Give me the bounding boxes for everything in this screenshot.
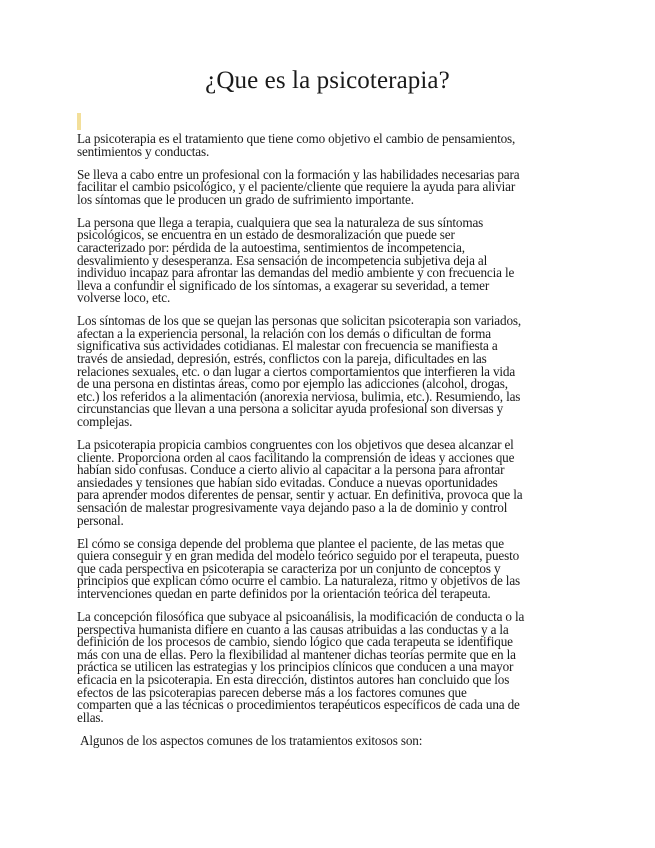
text-cursor-highlight bbox=[77, 113, 81, 130]
document-body bbox=[77, 133, 577, 758]
paragraph-7: La concepción filosófica que subyace al psicoanálisis, la modificación de conducta o la perspectiva humanista difiere en cuanto a las causas atribuidas a las conductas y a la definición de los procesos de cambio, siendo lógico que cada terapeuta se identifique más con una de ellas. Pero la flexibilidad al mantener dichas teorías permite que en la práctica se utilicen las estrategias y los principios clínicos que conducen a una mayor eficacia en la psicoterapia. En esta dirección, distintos autores han concluido que los efectos de las psicoterapias parecen deberse más a los factores comunes que comparten que a las técnicas o procedimientos terapéuticos específicos de cada una de ellas. bbox=[77, 608, 525, 725]
paragraph-5: La psicoterapia propicia cambios congruentes con los objetivos que desea alcanzar el cliente. Proporciona orden al caos facilitando la comprensión de ideas y acciones que habían sido confusas. Conduce a cierto alivio al capacitar a la persona para afrontar ansiedades y tensiones que habían sido evitadas. Conduce a nuevas oportunidades para aprender modos diferentes de pensar, sentir y actuar. En definitiva, provoca que la sensación de malestar progresivamente vaya dejando paso a la de dominio y control personal. bbox=[77, 437, 523, 528]
page-title: ¿Que es la psicoterapia? bbox=[205, 67, 450, 94]
paragraph-2: Se lleva a cabo entre un profesional con la formación y las habilidades necesarias para facilitar el cambio psicológico, y el paciente/cliente que requiere la ayuda para aliviar los síntomas que le producen un grado de sufrimiento importante. bbox=[77, 166, 520, 207]
paragraph-1: La psicoterapia es el tratamiento que tiene como objetivo el cambio de pensamientos, sentimientos y conductas. bbox=[77, 131, 516, 159]
paragraph-8: Algunos de los aspectos comunes de los tratamientos exitosos son: bbox=[80, 732, 423, 748]
paragraph-4: Los síntomas de los que se quejan las personas que solicitan psicoterapia son variados, afectan a la experiencia personal, la relación con los demás o dificultan de forma significativa sus actividades cotidianas. El malestar con frecuencia se manifiesta a través de ansiedad, depresión, estrés, conflictos con la pareja, dificultades en las relaciones sexuales, etc. o dan lugar a ciertos comportamientos que interfieren la vida de una persona en distintas áreas, como por ejemplo las adicciones (alcohol, drogas, etc.) los referidos a la alimentación (anorexia nerviosa, bulimia, etc.). Resumiendo, las circunstancias que llevan a una persona a solicitar ayuda profesional son diversas y complejas. bbox=[77, 313, 522, 430]
paragraph-6: El cómo se consiga depende del problema que plantee el paciente, de las metas que quiera conseguir y en gran medida del modelo teórico seguido por el terapeuta, puesto que cada perspectiva en psicoterapia se caracteriza por un conjunto de conceptos y principios que explican cómo ocurre el cambio. La naturaleza, ritmo y objetivos de las intervenciones quedan en parte definidos por la orientación teórica del terapeuta. bbox=[77, 535, 521, 601]
paragraph-3: La persona que llega a terapia, cualquiera que sea la naturaleza de sus síntomas psicológicos, se encuentra en un estado de desmoralización que puede ser caracterizado por: pérdida de la autoestima, sentimientos de incompetencia, desvalimiento y desesperanza. Esa sensación de incompetencia subjetiva deja al individuo incapaz para afrontar las demandas del medio ambiente y con frecuencia le lleva a confundir el significado de los síntomas, a exagerar su severidad, a temer volverse loco, etc. bbox=[77, 214, 515, 306]
